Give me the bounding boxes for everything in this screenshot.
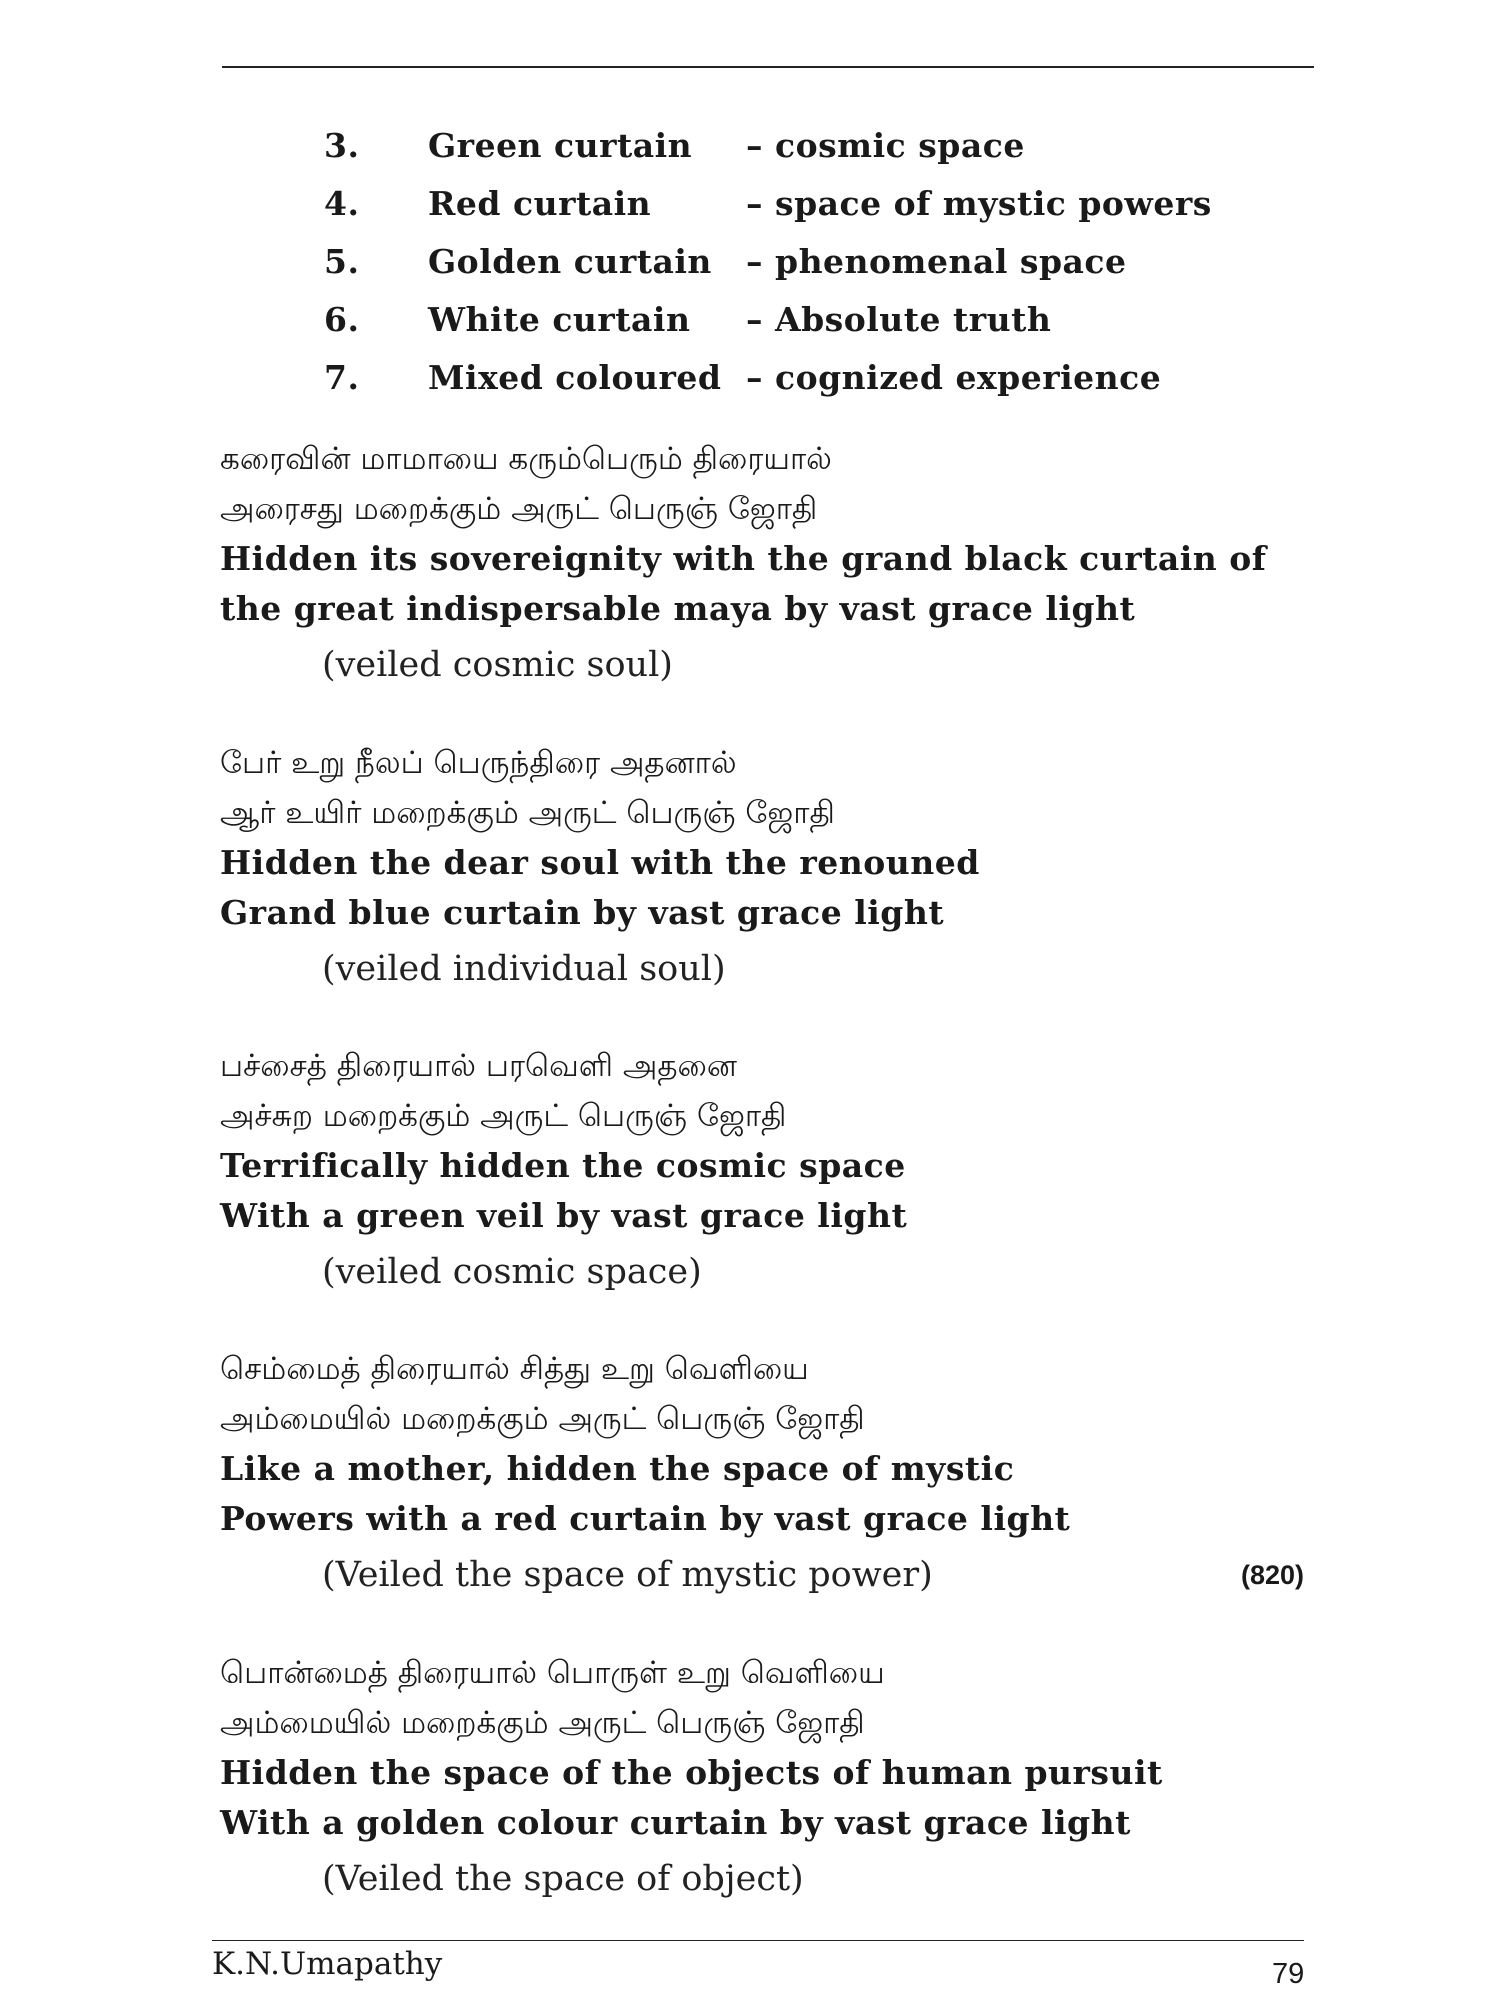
tamil-line: அம்மையில் மறைக்கும் அருட் பெருஞ் ஜோதி bbox=[220, 1705, 865, 1741]
tamil-line: அரைசது மறைக்கும் அருட் பெருஞ் ஜோதி bbox=[220, 491, 818, 527]
tamil-line: செம்மைத் திரையால் சித்து உறு வெளியை bbox=[220, 1351, 809, 1387]
list-item bbox=[324, 232, 1212, 290]
english-line: Powers with a red curtain by vast grace light bbox=[220, 1499, 1071, 1538]
list-definition: – phenomenal space bbox=[746, 241, 1127, 281]
list-item bbox=[324, 290, 1212, 348]
english-line: the great indispersable maya by vast grace light bbox=[220, 589, 1136, 628]
tamil-line: கரைவின் மாமாயை கரும்பெரும் திரையால் bbox=[220, 441, 832, 477]
verse-number: (820) bbox=[1240, 1559, 1304, 1590]
english-line: Like a mother, hidden the space of mystic bbox=[220, 1449, 1015, 1488]
list-number: 4. bbox=[324, 183, 360, 223]
list-term: Red curtain bbox=[428, 183, 652, 223]
list-term: Green curtain bbox=[428, 125, 693, 165]
list-definition: – Absolute truth bbox=[746, 299, 1052, 339]
tamil-line: பச்சைத் திரையால் பரவெளி அதனை bbox=[220, 1048, 737, 1084]
list-number: 5. bbox=[324, 241, 360, 281]
tamil-line: பேர் உறு நீலப் பெருந்திரை அதனால் bbox=[220, 745, 737, 781]
header-rule bbox=[222, 66, 1314, 68]
list-term: White curtain bbox=[428, 299, 691, 339]
verse-gloss: (veiled cosmic soul) bbox=[322, 645, 673, 685]
english-line: Hidden the dear soul with the renouned bbox=[220, 843, 980, 882]
list-number: 3. bbox=[324, 125, 360, 165]
verse-gloss: (Veiled the space of object) bbox=[322, 1859, 804, 1899]
list-definition: – cognized experience bbox=[746, 357, 1162, 397]
tamil-line: ஆர் உயிர் மறைக்கும் அருட் பெருஞ் ஜோதி bbox=[220, 795, 835, 831]
verse-block bbox=[220, 434, 1320, 696]
gloss-row bbox=[220, 1544, 1320, 1606]
english-line: Terrifically hidden the cosmic space bbox=[220, 1146, 906, 1185]
list-term: Mixed coloured bbox=[428, 357, 722, 397]
curtain-list bbox=[324, 116, 1212, 406]
page-number: 79 bbox=[1272, 1958, 1305, 1990]
list-definition: – cosmic space bbox=[746, 125, 1025, 165]
tamil-line: அச்சுற மறைக்கும் அருட் பெருஞ் ஜோதி bbox=[220, 1098, 787, 1134]
list-item bbox=[324, 174, 1212, 232]
english-line: With a green veil by vast grace light bbox=[220, 1196, 908, 1235]
tamil-line: அம்மையில் மறைக்கும் அருட் பெருஞ் ஜோதி bbox=[220, 1401, 865, 1437]
verse-block bbox=[220, 1344, 1320, 1606]
english-line: Hidden the space of the objects of human pursuit bbox=[220, 1753, 1163, 1792]
verse-block bbox=[220, 738, 1320, 1000]
list-definition: – space of mystic powers bbox=[746, 183, 1212, 223]
list-term: Golden curtain bbox=[428, 241, 712, 281]
verse-block bbox=[220, 1648, 1320, 1910]
verse-gloss: (veiled cosmic space) bbox=[322, 1252, 702, 1292]
footer-author: K.N.Umapathy bbox=[212, 1946, 443, 1982]
list-number: 7. bbox=[324, 357, 360, 397]
list-number: 6. bbox=[324, 299, 360, 339]
english-line: Hidden its sovereignity with the grand black curtain of bbox=[220, 539, 1267, 578]
footer-rule bbox=[212, 1940, 1304, 1941]
english-line: Grand blue curtain by vast grace light bbox=[220, 893, 945, 932]
tamil-line: பொன்மைத் திரையால் பொருள் உறு வெளியை bbox=[220, 1655, 885, 1691]
verse-gloss: (veiled individual soul) bbox=[322, 949, 726, 989]
list-item bbox=[324, 348, 1212, 406]
english-line: With a golden colour curtain by vast grace light bbox=[220, 1803, 1131, 1842]
verse-block bbox=[220, 1041, 1320, 1303]
list-item bbox=[324, 116, 1212, 174]
verse-gloss: (Veiled the space of mystic power) bbox=[322, 1555, 933, 1595]
